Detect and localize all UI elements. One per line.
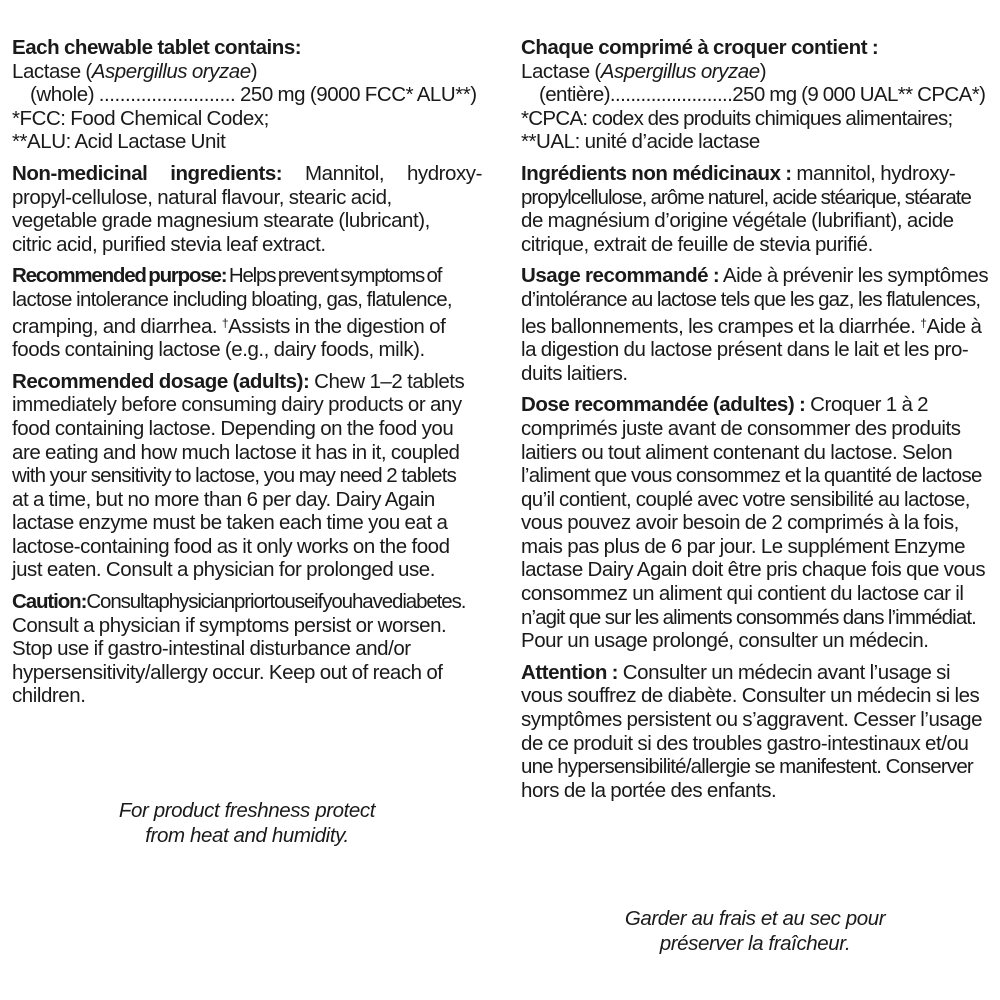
- en-nmi-line3: vegetable grade magnesium stearate (lubricant),: [12, 209, 430, 233]
- fr-dosage-line11: Pour un usage prolongé, consulter un médecin.: [521, 629, 929, 653]
- en-whole-line: (whole) .......................... 250 mg (9000 FCC* ALU**): [30, 83, 477, 107]
- en-nmi-line1: Non-medicinal ingredients: Mannitol, hydroxy-: [12, 161, 482, 185]
- fr-dosage-line1: Dose recommandée (adultes) : Croquer 1 à 2: [521, 393, 929, 417]
- en-caution-line4: hypersensitivity/allergy occur. Keep out of reach of: [12, 660, 443, 684]
- fr-dosage-line2: comprimés juste avant de consommer des produits: [521, 416, 961, 440]
- en-caution-heading: Caution:: [12, 590, 87, 614]
- fr-purpose-line1: Usage recommandé : Aide à prévenir les symptômes: [521, 264, 989, 288]
- fr-whole-line: (entière)........................250 mg (9 000 UAL** CPCA*): [539, 83, 986, 107]
- en-dosage-line1: Recommended dosage (adults): Chew 1–2 tablets: [12, 369, 465, 393]
- fr-lactase-label: Lactase (: [521, 59, 601, 83]
- en-dosage-block: [12, 370, 482, 582]
- en-nmi-heading: Non-medicinal ingredients:: [12, 161, 283, 185]
- fr-dosage-line6: vous pouvez avoir besoin de 2 comprimés à la fois,: [521, 511, 959, 535]
- en-freshness-note: [12, 798, 482, 848]
- fr-caution-line5: une hypersensibilité/allergie se manifestent. Conserver: [521, 755, 973, 779]
- en-lactase-label: Lactase (: [12, 59, 92, 83]
- fr-nmi-line2: propylcellulose, arôme naturel, acide stéarique, stéarate: [521, 185, 971, 209]
- en-dosage-line9: just eaten. Consult a physician for prolonged use.: [12, 558, 435, 582]
- fr-nmi-line1: Ingrédients non médicinaux : mannitol, hydroxy-: [521, 161, 956, 185]
- fr-dosage-heading: Dose recommandée (adultes) :: [521, 393, 806, 417]
- fr-dosage-line8: lactase Dairy Again doit être pris chaque fois que vous: [521, 558, 986, 582]
- fr-dosage-line3: laitiers ou tout aliment contenant du lactose. Selon: [521, 440, 953, 464]
- en-purpose-heading: Recommended purpose:: [12, 264, 227, 288]
- en-dosage-line7: lactase enzyme must be taken each time you eat a: [12, 511, 448, 535]
- en-footnote-line1: For product freshness protect: [118, 799, 376, 822]
- fr-dosage-line5: qu’il contient, couplé avec votre sensibilité au lactose,: [521, 487, 970, 511]
- fr-nmi-line4: citrique, extrait de feuille de stevia purifié.: [521, 232, 873, 256]
- en-dagger-mark: †: [221, 315, 229, 330]
- fr-nmi-heading: Ingrédients non médicinaux :: [521, 161, 792, 185]
- en-lactase-line: [12, 60, 482, 84]
- en-contents-block: [12, 36, 482, 154]
- en-caution-line5: children.: [12, 684, 86, 708]
- french-column: [521, 36, 989, 810]
- english-column: [12, 36, 482, 716]
- fr-cpca-note: *CPCA: codex des produits chimiques alimentaires;: [521, 106, 953, 130]
- fr-nmi-line3: de magnésium d’origine végétale (lubrifiant), acide: [521, 209, 954, 233]
- fr-caution-heading: Attention :: [521, 660, 619, 684]
- fr-lactase-species: Aspergillus oryzae: [600, 59, 760, 83]
- fr-dosage-line7: mais pas plus de 6 par jour. Le supplément Enzyme: [521, 534, 966, 558]
- en-purpose-block: [12, 264, 482, 361]
- en-contains-heading: Each chewable tablet contains:: [12, 36, 302, 59]
- fr-purpose-line2: d’intolérance au lactose tels que les gaz, les flatulences,: [521, 287, 981, 311]
- fr-dosage-line4: l’aliment que vous consommez et la quantité de lactose: [521, 464, 982, 488]
- fr-purpose-heading: Usage recommandé :: [521, 264, 720, 288]
- en-nmi-block: [12, 162, 482, 256]
- fr-footnote-line1: Garder au frais et au sec pour: [624, 907, 886, 930]
- en-dosage-line4: are eating and how much lactose it has in it, coupled: [12, 440, 460, 464]
- fr-contents-block: [521, 36, 989, 154]
- fr-lactase-close: ): [759, 59, 767, 83]
- fr-purpose-line5: duits laitiers.: [521, 361, 628, 385]
- fr-dosage-line10: n’agit que sur les aliments consommés dans l’immédiat.: [521, 605, 976, 629]
- en-lactase-close: ): [250, 59, 258, 83]
- fr-nmi-block: [521, 162, 989, 256]
- en-purpose-line4: foods containing lactose (e.g., dairy foods, milk).: [12, 338, 425, 362]
- fr-caution-line2: vous souffrez de diabète. Consulter un médecin si les: [521, 684, 980, 708]
- en-dosage-line6: at a time, but no more than 6 per day. Dairy Again: [12, 487, 435, 511]
- fr-footnote-line2: préserver la fraîcheur.: [659, 932, 851, 955]
- fr-caution-line3: symptômes persistent ou s’aggravent. Cesser l’usage: [521, 708, 983, 732]
- en-alu-note: **ALU: Acid Lactase Unit: [12, 130, 226, 154]
- fr-purpose-line4: la digestion du lactose présent dans le lait et les pro-: [521, 338, 969, 362]
- en-fcc-note: *FCC: Food Chemical Codex;: [12, 106, 269, 130]
- fr-contains-heading: Chaque comprimé à croquer contient :: [521, 36, 879, 59]
- en-purpose-line3: cramping, and diarrhea. †Assists in the digestion of: [12, 314, 446, 338]
- en-nmi-line4: citric acid, purified stevia leaf extract.: [12, 232, 326, 256]
- en-purpose-line1: Recommended purpose: Helps prevent symptoms of: [12, 264, 442, 288]
- fr-lactase-line: [521, 60, 989, 84]
- en-nmi-line2: propyl-cellulose, natural flavour, stearic acid,: [12, 185, 392, 209]
- fr-dosage-line9: consommez un aliment qui contient du lactose car il: [521, 582, 964, 606]
- en-dosage-heading: Recommended dosage (adults):: [12, 369, 310, 393]
- fr-purpose-block: [521, 264, 989, 385]
- en-dosage-line3: food containing lactose. Depending on the food you: [12, 416, 454, 440]
- fr-dagger-mark: †: [920, 315, 927, 330]
- fr-caution-line4: de ce produit si des troubles gastro-intestinaux et/ou: [521, 731, 969, 755]
- en-dosage-line2: immediately before consuming dairy products or any: [12, 393, 462, 417]
- fr-dosage-block: [521, 393, 989, 653]
- fr-freshness-note: [521, 906, 989, 956]
- en-dosage-line8: lactose-containing food as it only works on the food: [12, 534, 450, 558]
- fr-caution-block: [521, 661, 989, 803]
- en-purpose-line2: lactose intolerance including bloating, gas, flatulence,: [12, 287, 452, 311]
- en-caution-block: [12, 590, 482, 708]
- en-dosage-line5: with your sensitivity to lactose, you may need 2 tablets: [12, 464, 457, 488]
- en-caution-line2: Consult a physician if symptoms persist or worsen.: [12, 613, 447, 637]
- en-footnote-line2: from heat and humidity.: [145, 824, 349, 847]
- en-caution-line1: Caution:Consultaphysicianpriortouseifyouhavediabetes.: [12, 590, 466, 614]
- fr-caution-line6: hors de la portée des enfants.: [521, 778, 777, 802]
- en-caution-line3: Stop use if gastro-intestinal disturbance and/or: [12, 637, 411, 661]
- fr-caution-line1: Attention : Consulter un médecin avant l’usage si: [521, 660, 951, 684]
- fr-purpose-line3: les ballonnements, les crampes et la diarrhée. †Aide à: [521, 314, 982, 338]
- en-lactase-species: Aspergillus oryzae: [91, 59, 251, 83]
- fr-ual-note: **UAL: unité d’acide lactase: [521, 130, 760, 154]
